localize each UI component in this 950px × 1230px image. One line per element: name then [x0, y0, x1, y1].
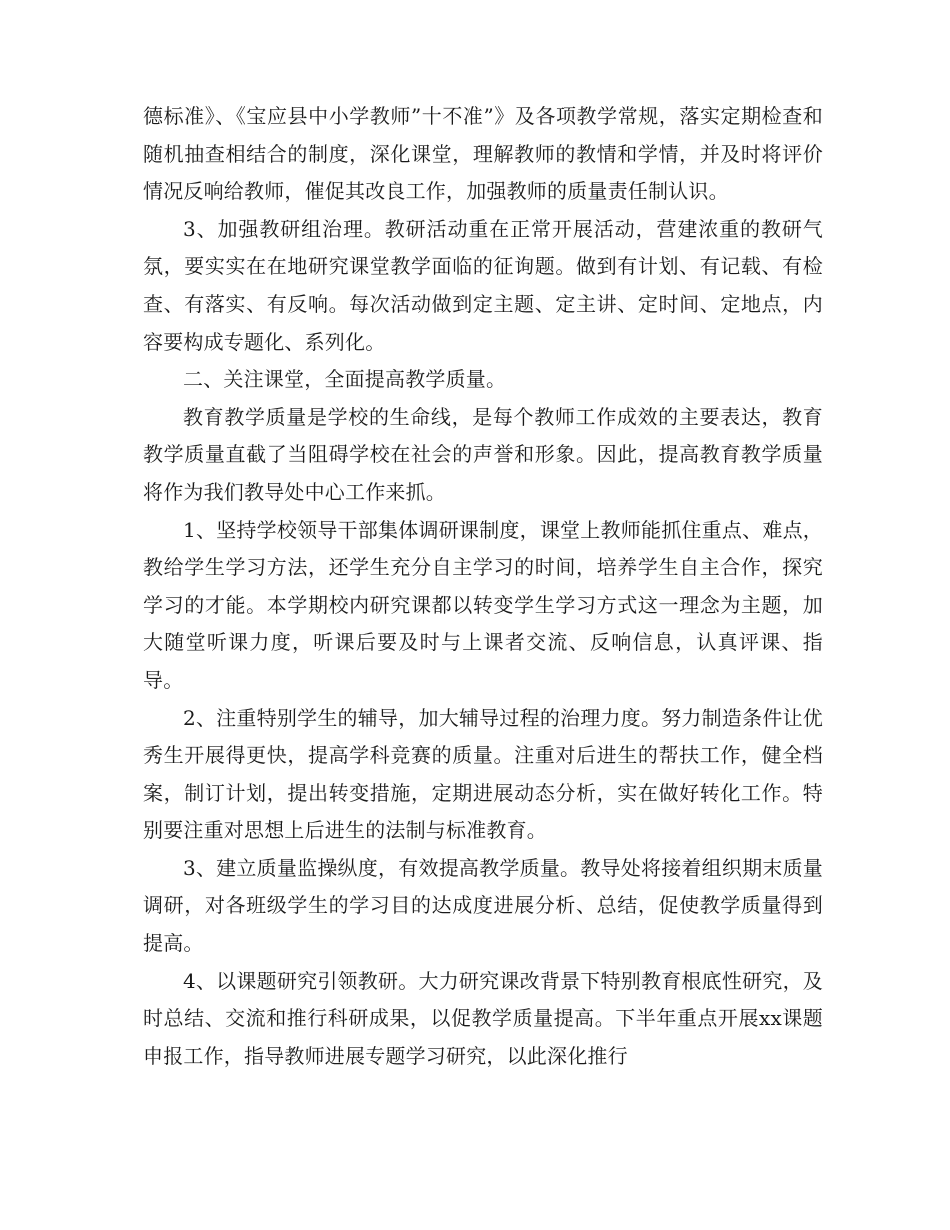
paragraph-6: 2、注重特别学生的辅导，加大辅导过程的治理力度。努力制造条件让优秀生开展得更快，提高学科竞赛的质量。注重对后进生的帮扶工作，健全档案，制订计划，提出转变措施，定期进展动态分析，实在做好转化工作。特别要注重对思想上后进生的法制与标准教育。: [143, 705, 823, 843]
paragraph-2: 3、加强教研组治理。教研活动重在正常开展活动，营建浓重的教研气氛，要实实在在地研究课堂教学面临的征询题。做到有计划、有记载、有检查、有落实、有反响。每次活动做到定主题、定主讲、定时间、定地点，内容要构成专题化、系列化。: [143, 216, 823, 354]
paragraph-8: 4、以课题研究引领教研。大力研究课改背景下特别教育根底性研究，及时总结、交流和推行科研成果，以促教学质量提高。下半年重点开展xx课题申报工作，指导教师进展专题学习研究，以此深化推行: [143, 968, 823, 1068]
paragraph-7: 3、建立质量监操纵度，有效提高教学质量。教导处将接着组织期末质量调研，对各班级学生的学习目的达成度进展分析、总结，促使教学质量得到提高。: [143, 855, 823, 956]
paragraph-4: 教育教学质量是学校的生命线，是每个教师工作成效的主要表达，教育教学质量直截了当阻碍学校在社会的声誉和形象。因此，提高教育教学质量将作为我们教导处中心工作来抓。: [143, 404, 823, 504]
document-body: [143, 98, 823, 1075]
paragraph-3: 二、关注课堂，全面提高教学质量。: [183, 367, 507, 392]
paragraph-5: 1、坚持学校领导干部集体调研课制度，课堂上教师能抓住重点、难点，教给学生学习方法，还学生充分自主学习的时间，培养学生自主合作，探究学习的才能。本学期校内研究课都以转变学生学习方式这一理念为主题，加大随堂听课力度，听课后要及时与上课者交流、反响信息，认真评课、指导。: [143, 517, 823, 692]
paragraph-1: 德标准》、《宝应县中小学教师”十不准”》及各项教学常规，落实定期检查和随机抽查相结合的制度，深化课堂，理解教师的教情和学情，并及时将评价情况反响给教师，催促其改良工作，加强教师的质量责任制认识。: [143, 104, 823, 204]
